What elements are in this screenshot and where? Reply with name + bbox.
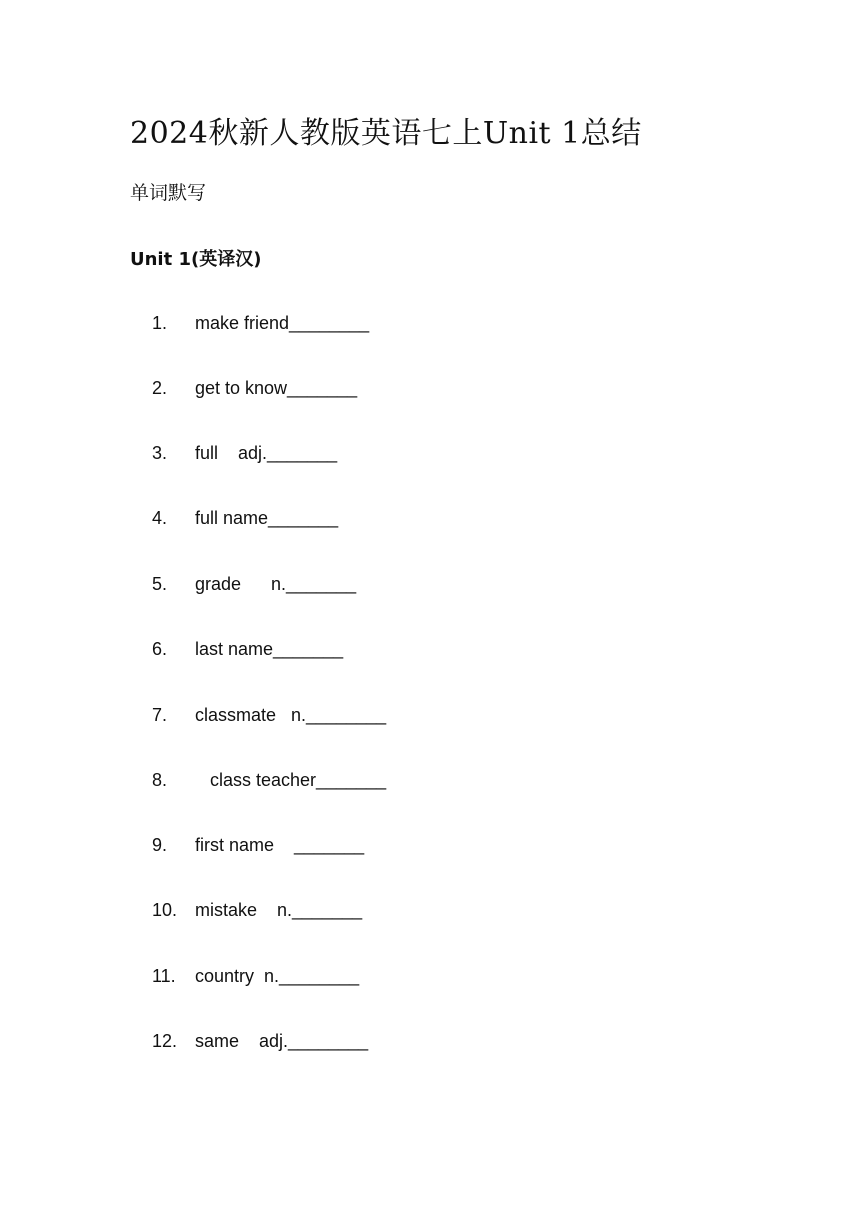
vocabulary-item [0, 376, 358, 400]
item-number: 4. [152, 508, 168, 528]
vocabulary-item [0, 311, 370, 335]
item-number: 3. [152, 443, 168, 463]
item-text: first name _______ [195, 835, 365, 855]
item-number: 1. [152, 313, 168, 333]
item-text: get to know_______ [195, 378, 358, 398]
item-text: same adj.________ [195, 1031, 369, 1051]
item-number: 12. [152, 1031, 178, 1051]
item-number: 11. [152, 966, 176, 986]
item-number: 6. [152, 639, 168, 659]
item-text: make friend________ [195, 313, 370, 333]
item-text: last name_______ [195, 639, 344, 659]
item-number: 9. [152, 835, 168, 855]
section-heading: 单词默写 [130, 182, 207, 204]
vocabulary-item [0, 833, 365, 857]
vocabulary-item [0, 768, 387, 792]
item-number: 10. [152, 900, 178, 920]
item-number: 5. [152, 574, 168, 594]
vocabulary-item [0, 572, 357, 596]
vocabulary-item [0, 703, 387, 727]
item-number: 8. [152, 770, 168, 790]
item-number: 2. [152, 378, 168, 398]
item-text: class teacher_______ [195, 770, 387, 790]
vocabulary-item [0, 441, 338, 465]
item-text: mistake n._______ [195, 900, 363, 920]
item-text: full name_______ [195, 508, 339, 528]
item-text: country n.________ [195, 966, 360, 986]
item-number: 7. [152, 705, 168, 725]
vocabulary-item [0, 964, 360, 988]
document-title: 2024秋新人教版英语七上Unit 1总结 [130, 116, 642, 151]
item-text: classmate n.________ [195, 705, 387, 725]
item-text: full adj._______ [195, 443, 338, 463]
vocabulary-item [0, 1029, 369, 1053]
item-text: grade n._______ [195, 574, 357, 594]
vocabulary-item [0, 506, 339, 530]
vocabulary-item [0, 637, 344, 661]
unit-heading: Unit 1(英译汉) [130, 249, 262, 270]
vocabulary-item [0, 898, 363, 922]
